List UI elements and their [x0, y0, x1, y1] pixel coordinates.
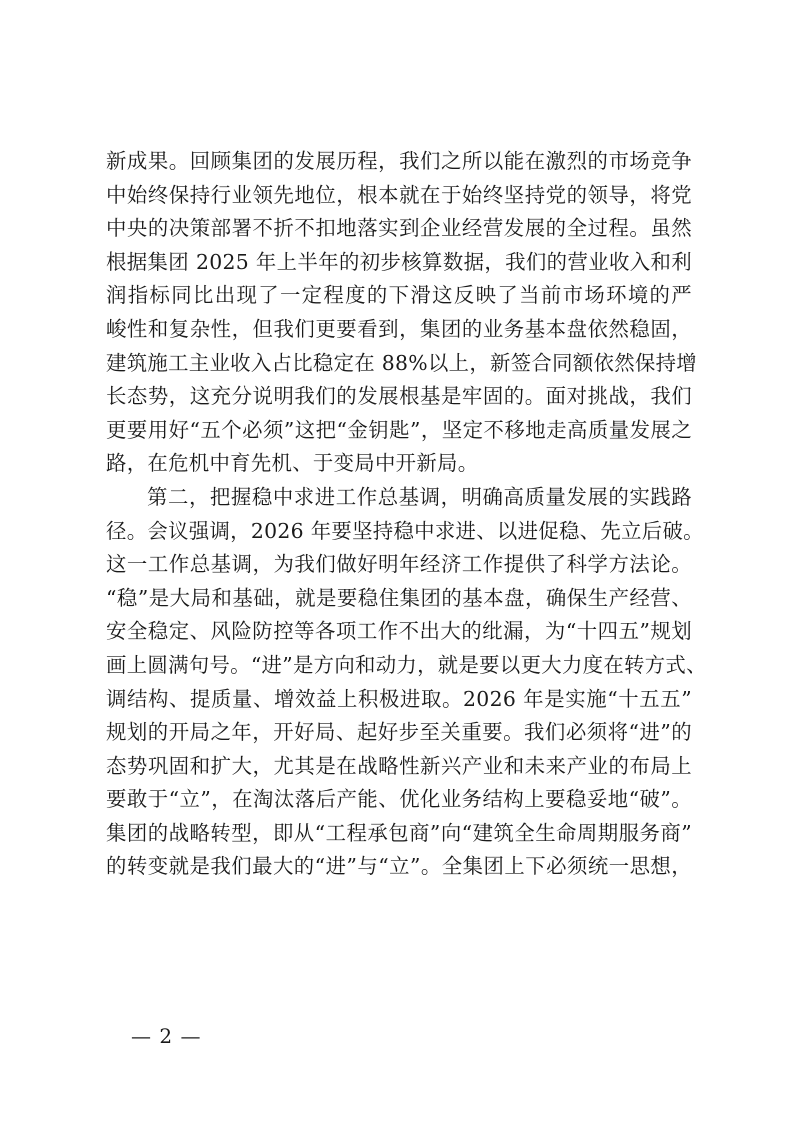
text-line: 中央的决策部署不折不扣地落实到企业经营发展的全过程。虽然 [106, 216, 692, 241]
text-line: 的转变就是我们最大的“进”与“立”。全集团上下必须统一思想， [106, 854, 692, 879]
text-line: 要敢于“立”，在淘汰落后产能、优化业务结构上要稳妥地“破”。 [106, 787, 692, 812]
text-line: 长态势，这充分说明我们的发展根基是牢固的。面对挑战，我们 [106, 384, 692, 409]
text-line: 根据集团 2025 年上半年的初步核算数据，我们的营业收入和利 [106, 249, 692, 274]
paragraph-end-line: 路，在危机中育先机、于变局中开新局。 [106, 451, 479, 476]
text-line: 集团的战略转型，即从“工程承包商”向“建筑全生命周期服务商” [106, 820, 692, 845]
text-line: 新成果。回顾集团的发展历程，我们之所以能在激烈的市场竞争 [106, 149, 692, 173]
text-line: 规划的开局之年，开好局、起好步至关重要。我们必须将“进”的 [106, 720, 692, 745]
page-number: — 2 — [131, 1024, 202, 1048]
text-line: 径。会议强调，2026 年要坚持稳中求进、以进促稳、先立后破。 [106, 518, 704, 543]
text-line: 这一工作总基调，为我们做好明年经济工作提供了科学方法论。 [106, 552, 692, 577]
body-text [106, 145, 707, 884]
text-line: 中始终保持行业领先地位，根本就在于始终坚持党的领导，将党 [106, 182, 692, 207]
text-line: “稳”是大局和基础，就是要稳住集团的基本盘，确保生产经营、 [106, 585, 692, 610]
text-line: 态势巩固和扩大，尤其是在战略性新兴产业和未来产业的布局上 [106, 753, 692, 778]
text-line: 更要用好“五个必须”这把“金钥匙”，坚定不移地走高质量发展之 [106, 417, 692, 442]
text-line: 画上圆满句号。“进”是方向和动力，就是要以更大力度在转方式、 [106, 652, 707, 677]
paragraph-start-line: 第二，把握稳中求进工作总基调，明确高质量发展的实践路 [147, 484, 692, 509]
text-line: 建筑施工主业收入占比稳定在 88%以上，新签合同额依然保持增 [106, 350, 697, 375]
text-line: 润指标同比出现了一定程度的下滑这反映了当前市场环境的严 [106, 283, 692, 308]
text-line: 安全稳定、风险防控等各项工作不出大的纰漏，为“十四五”规划 [106, 619, 692, 644]
text-line: 峻性和复杂性，但我们更要看到，集团的业务基本盘依然稳固， [106, 316, 692, 341]
text-line: 调结构、提质量、增效益上积极进取。2026 年是实施“十五五” [106, 686, 692, 711]
